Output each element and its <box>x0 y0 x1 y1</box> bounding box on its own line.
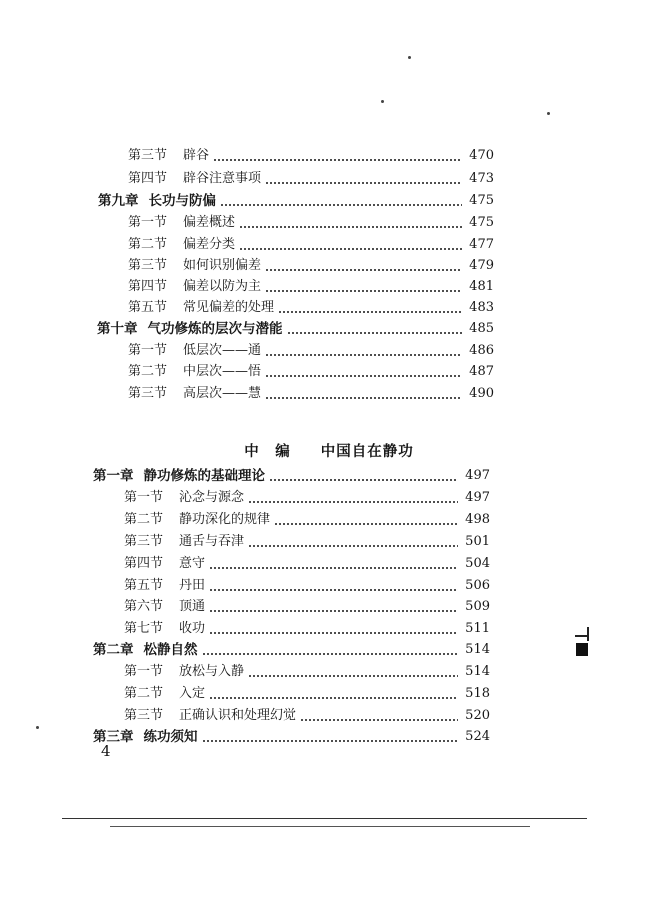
section-label: 第一节 <box>124 664 164 679</box>
scan-speck <box>408 56 411 59</box>
section-label: 第五节 <box>124 578 164 593</box>
bottom-rule <box>62 818 587 819</box>
section-label: 第五节 <box>128 300 168 315</box>
dot-leader <box>209 632 458 634</box>
section-title: 偏差概述 <box>183 215 236 230</box>
page-ref: 475 <box>469 215 494 230</box>
dot-leader <box>209 697 458 699</box>
page-ref: 473 <box>469 171 494 186</box>
section-label: 第三节 <box>128 386 168 401</box>
toc-entry <box>128 169 494 189</box>
page-ref: 479 <box>469 258 494 273</box>
toc-entry <box>124 488 490 508</box>
section-label: 第一节 <box>124 490 164 505</box>
page-ref: 481 <box>469 279 494 294</box>
dot-leader <box>209 610 458 612</box>
page-ref: 509 <box>465 599 490 614</box>
toc-entry <box>128 298 494 318</box>
dot-leader <box>265 397 462 399</box>
section-title: 常见偏差的处理 <box>183 300 275 315</box>
dot-leader <box>220 204 462 206</box>
section-title: 丹田 <box>179 578 206 593</box>
chapter-title: 长功与防偏 <box>148 193 216 209</box>
dot-leader <box>248 675 458 677</box>
section-title: 正确认识和处理幻觉 <box>179 708 297 723</box>
dot-leader <box>287 332 463 334</box>
scan-speck <box>36 726 39 729</box>
chapter-label: 第十章 <box>97 321 138 337</box>
page-number: 4 <box>101 742 111 760</box>
page-ref: 498 <box>465 512 490 527</box>
toc-entry <box>128 362 494 382</box>
section-label: 第四节 <box>124 556 164 571</box>
section-label: 第二节 <box>128 237 168 252</box>
toc-entry <box>124 532 490 552</box>
dot-leader <box>265 290 462 292</box>
section-label: 第六节 <box>124 599 164 614</box>
toc-entry <box>128 256 494 276</box>
section-title: 入定 <box>179 686 206 701</box>
page-ref: 524 <box>465 729 490 744</box>
section-label: 第三节 <box>124 708 164 723</box>
toc-chapter <box>93 466 490 486</box>
toc-entry <box>128 235 494 255</box>
dot-leader <box>300 719 458 721</box>
page-ref: 501 <box>465 534 490 549</box>
dot-leader <box>274 523 458 525</box>
section-label: 第三节 <box>124 534 164 549</box>
toc-entry <box>128 146 494 166</box>
toc-entry <box>124 706 490 726</box>
toc-entry <box>124 554 490 574</box>
page-ref: 477 <box>469 237 494 252</box>
section-label: 第四节 <box>128 171 168 186</box>
section-label: 第三节 <box>128 148 168 163</box>
page-ref: 483 <box>469 300 494 315</box>
toc-entry <box>124 662 490 682</box>
chapter-title: 练功须知 <box>143 729 198 745</box>
bottom-rule-short <box>110 826 530 827</box>
dot-leader <box>202 653 459 655</box>
page-ref: 506 <box>465 578 490 593</box>
dot-leader <box>248 545 458 547</box>
dot-leader <box>209 589 458 591</box>
section-title: 静功深化的规律 <box>179 512 271 527</box>
toc-entry <box>128 277 494 297</box>
toc-chapter <box>97 319 494 339</box>
page-ref: 497 <box>465 468 490 483</box>
part-heading <box>0 440 658 461</box>
toc-entry <box>124 510 490 530</box>
chapter-title: 静功修炼的基础理论 <box>143 468 265 484</box>
section-title: 放松与入静 <box>179 664 245 679</box>
section-title: 顶通 <box>179 599 206 614</box>
page-ref: 485 <box>469 321 494 336</box>
chapter-title: 气功修炼的层次与潜能 <box>147 321 283 337</box>
dot-leader <box>239 226 462 228</box>
section-title: 高层次——慧 <box>183 386 262 401</box>
section-label: 第一节 <box>128 343 168 358</box>
page-ref: 514 <box>465 642 490 657</box>
dot-leader <box>248 501 458 503</box>
page-ref: 470 <box>469 148 494 163</box>
edge-tab-mark <box>575 627 589 663</box>
dot-leader <box>209 567 458 569</box>
toc-chapter <box>93 640 490 660</box>
page-ref: 518 <box>465 686 490 701</box>
section-label: 第四节 <box>128 279 168 294</box>
dot-leader <box>265 375 462 377</box>
page-ref: 475 <box>469 193 494 208</box>
toc-chapter <box>98 191 494 211</box>
section-title: 低层次——通 <box>183 343 262 358</box>
toc-entry <box>124 597 490 617</box>
page-ref: 486 <box>469 343 494 358</box>
section-label: 第二节 <box>128 364 168 379</box>
section-label: 第一节 <box>128 215 168 230</box>
chapter-label: 第九章 <box>98 193 139 209</box>
chapter-title: 松静自然 <box>143 642 198 658</box>
section-title: 辟谷注意事项 <box>183 171 262 186</box>
section-label: 第二节 <box>124 686 164 701</box>
toc-entry <box>124 619 490 639</box>
section-title: 沁念与源念 <box>179 490 245 505</box>
page-ref: 490 <box>469 386 494 401</box>
dot-leader <box>269 479 458 481</box>
chapter-label: 第二章 <box>93 642 134 658</box>
section-title: 通舌与吞津 <box>179 534 245 549</box>
page-ref: 520 <box>465 708 490 723</box>
chapter-label: 第一章 <box>93 468 134 484</box>
dot-leader <box>213 159 462 161</box>
section-title: 如何识别偏差 <box>183 258 262 273</box>
part-title: 中国自在静功 <box>320 443 414 460</box>
toc-entry <box>128 213 494 233</box>
scan-speck <box>547 112 550 115</box>
dot-leader <box>278 311 462 313</box>
dot-leader <box>239 248 462 250</box>
page-ref: 511 <box>465 621 490 636</box>
toc-chapter <box>93 727 490 747</box>
section-title: 辟谷 <box>183 148 210 163</box>
section-title: 偏差分类 <box>183 237 236 252</box>
part-label: 中 编 <box>244 443 291 460</box>
section-label: 第二节 <box>124 512 164 527</box>
toc-entry <box>128 341 494 361</box>
dot-leader <box>265 269 462 271</box>
section-label: 第七节 <box>124 621 164 636</box>
section-title: 收功 <box>179 621 206 636</box>
toc-entry <box>128 384 494 404</box>
section-title: 意守 <box>179 556 206 571</box>
scan-speck <box>381 100 384 103</box>
chapter-label: 第三章 <box>93 729 134 745</box>
page-ref: 497 <box>465 490 490 505</box>
dot-leader <box>265 354 462 356</box>
toc-entry <box>124 576 490 596</box>
page-ref: 487 <box>469 364 494 379</box>
dot-leader <box>265 182 462 184</box>
section-title: 中层次——悟 <box>183 364 262 379</box>
section-label: 第三节 <box>128 258 168 273</box>
page-ref: 504 <box>465 556 490 571</box>
section-title: 偏差以防为主 <box>183 279 262 294</box>
page-ref: 514 <box>465 664 490 679</box>
dot-leader <box>202 740 459 742</box>
toc-entry <box>124 684 490 704</box>
